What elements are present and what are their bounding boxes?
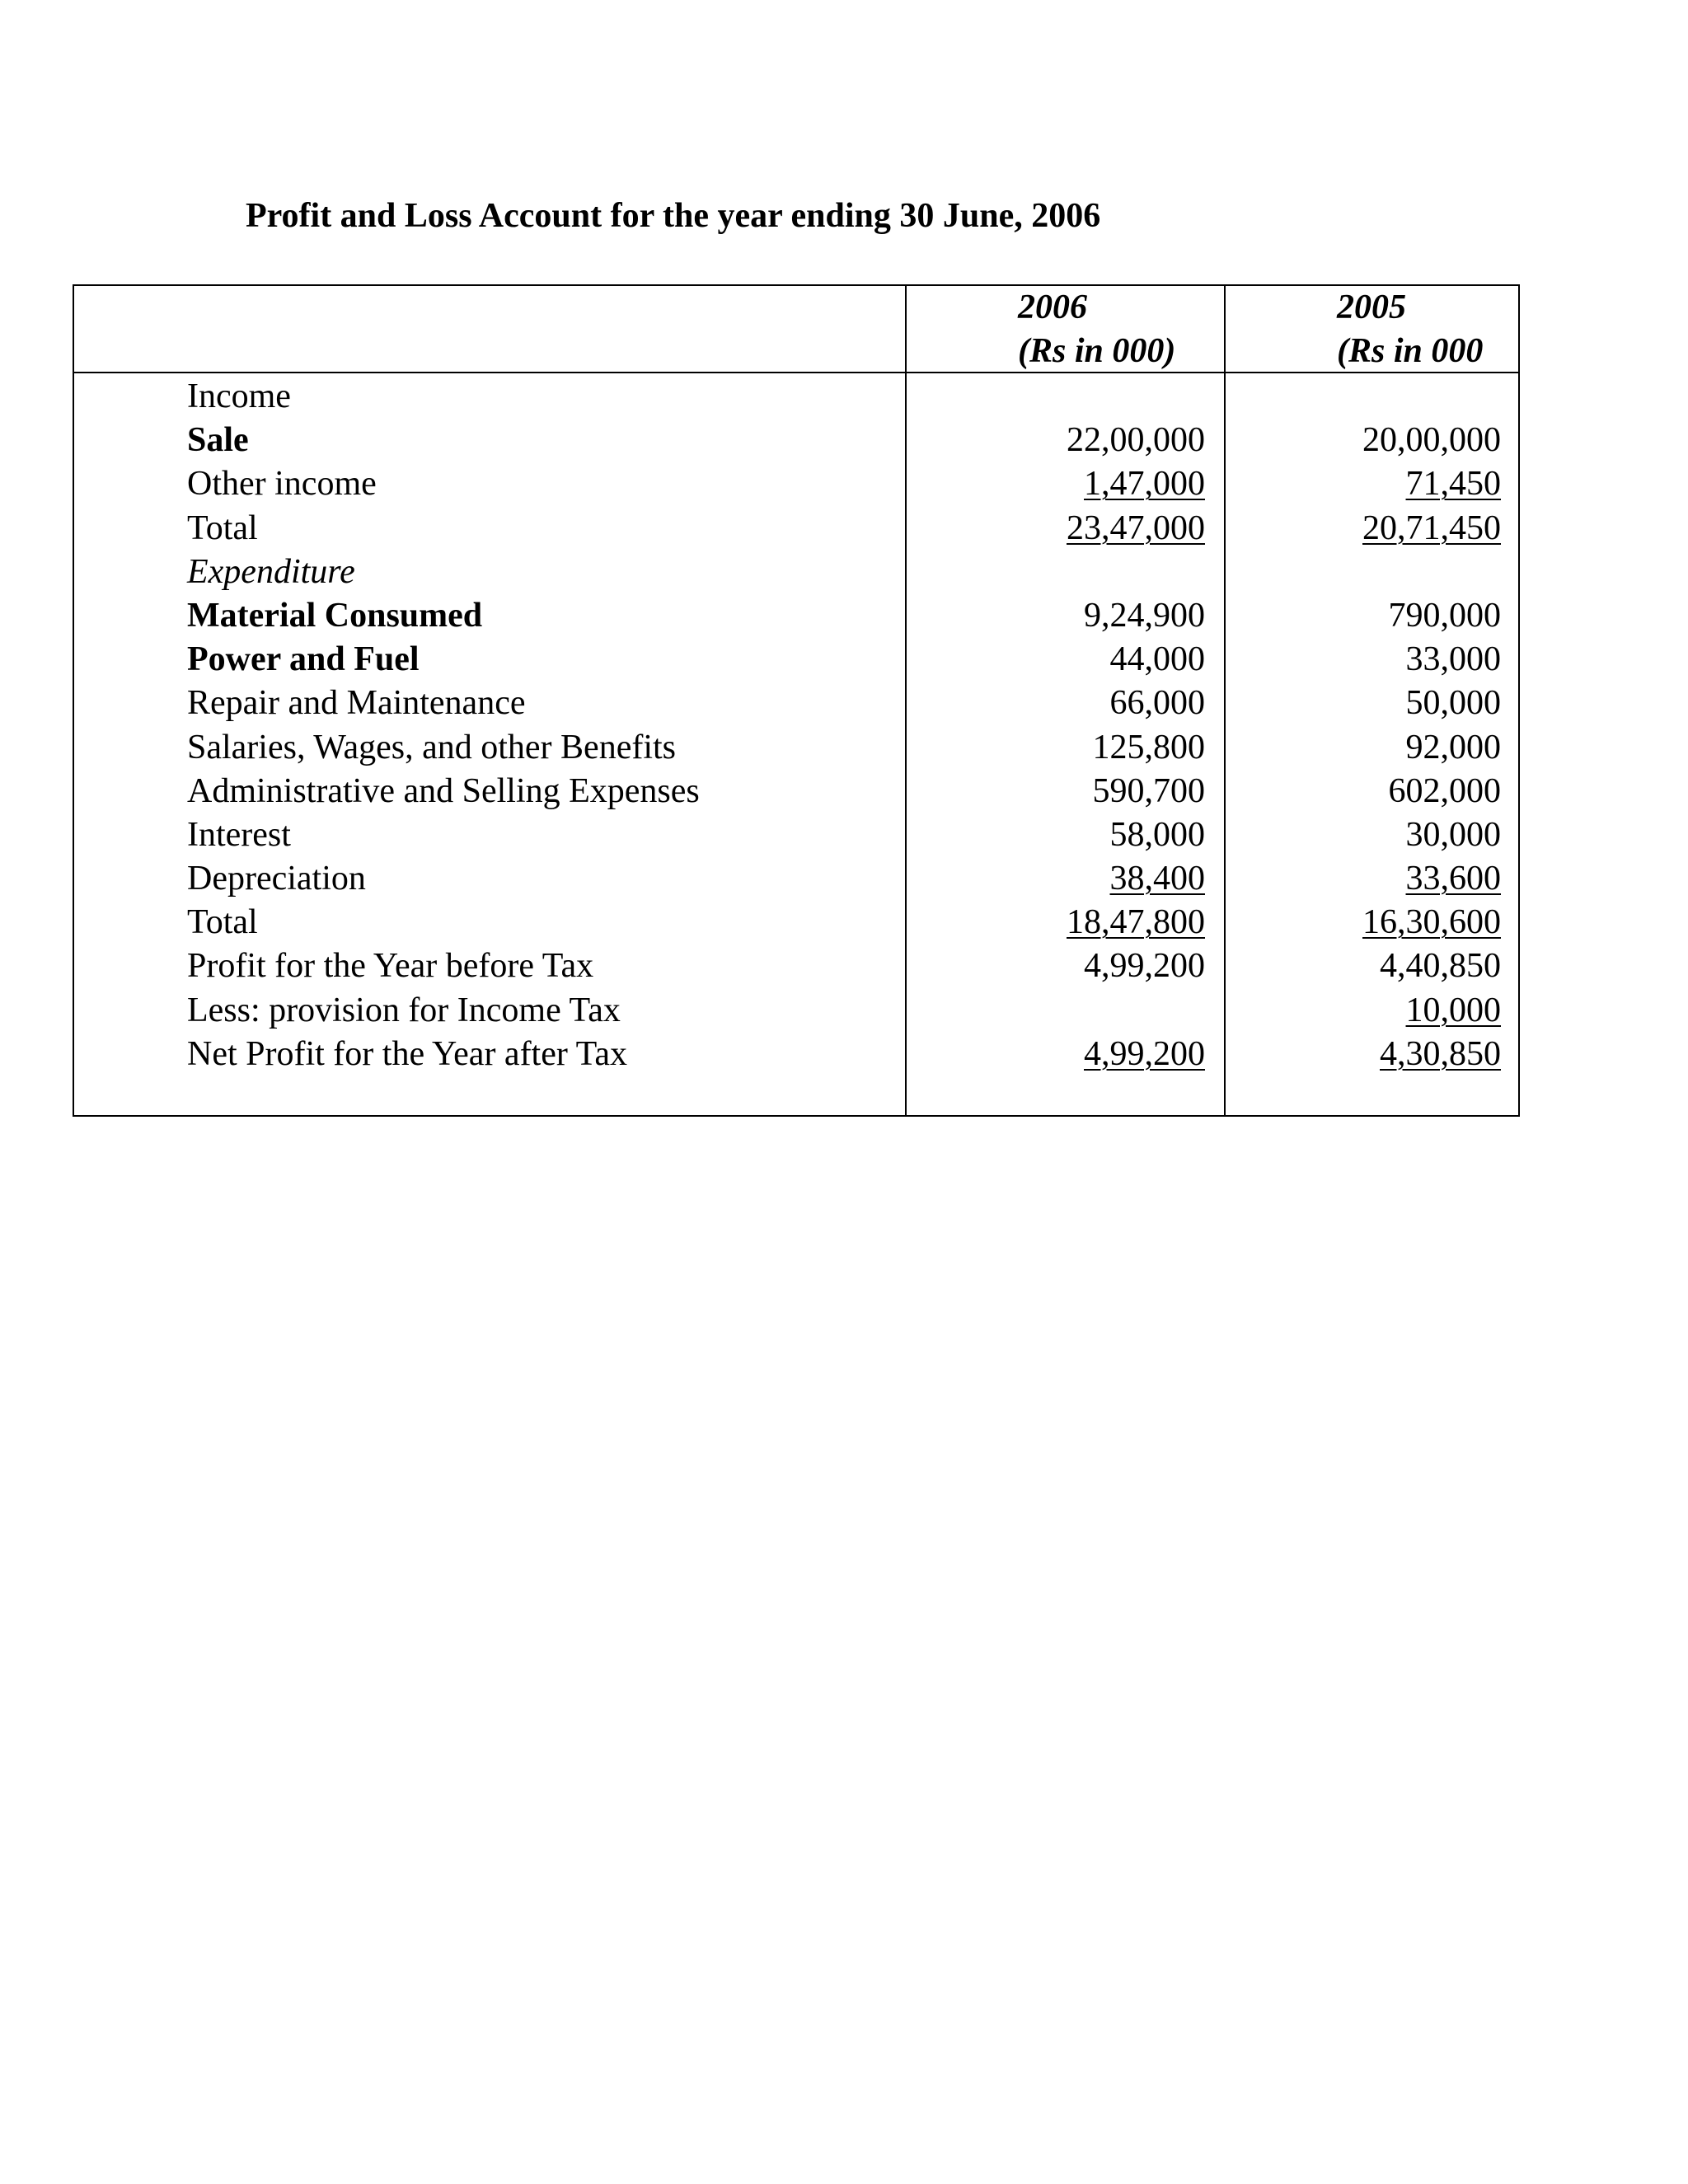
- row-label: Total: [187, 509, 258, 547]
- column-unit: (Rs in 000): [1018, 332, 1176, 370]
- value-2006: 4,99,200: [1084, 947, 1205, 986]
- row-label: Total: [187, 903, 258, 942]
- value-2006: 66,000: [1109, 684, 1205, 723]
- value-2005: 92,000: [1405, 728, 1501, 766]
- row-label: Depreciation: [187, 860, 366, 898]
- table-row: [74, 419, 1518, 462]
- value-2005: 50,000: [1405, 684, 1501, 723]
- row-label: Material Consumed: [187, 596, 483, 635]
- table-row: [74, 944, 1518, 988]
- table-row: [74, 901, 1518, 944]
- table-row: [74, 375, 1518, 419]
- table-row: [74, 726, 1518, 770]
- value-2005: 20,71,450: [1362, 509, 1501, 547]
- table-row: [74, 989, 1518, 1033]
- page-title: Profit and Loss Account for the year ending 30 June, 2006: [246, 197, 1101, 235]
- table-row: [74, 507, 1518, 551]
- value-2006: 44,000: [1109, 640, 1205, 679]
- row-label: Repair and Maintenance: [187, 684, 526, 723]
- value-2005: 10,000: [1405, 991, 1501, 1029]
- value-2006: 4,99,200: [1084, 1034, 1205, 1073]
- value-2006: 22,00,000: [1067, 421, 1205, 460]
- column-unit: (Rs in 000: [1337, 332, 1484, 370]
- table-row: [74, 770, 1518, 813]
- value-2005: 790,000: [1388, 596, 1501, 635]
- row-label: Power and Fuel: [187, 640, 420, 679]
- row-label: Income: [187, 377, 291, 415]
- value-2005: 16,30,600: [1362, 903, 1501, 942]
- value-2005: 4,30,850: [1380, 1034, 1501, 1073]
- table-row: [74, 638, 1518, 682]
- row-label: Administrative and Selling Expenses: [187, 771, 700, 810]
- value-2005: 602,000: [1388, 771, 1501, 810]
- column-header-2006: [1018, 286, 1175, 372]
- value-2005: 30,000: [1405, 815, 1501, 854]
- table-row: [74, 551, 1518, 594]
- row-label: Interest: [187, 815, 291, 854]
- column-year: 2006: [1018, 288, 1087, 326]
- column-header-2005: [1337, 286, 1483, 372]
- table-row: [74, 462, 1518, 506]
- row-label: Salaries, Wages, and other Benefits: [187, 728, 677, 766]
- value-2006: 18,47,800: [1067, 903, 1205, 942]
- value-2006: 58,000: [1109, 815, 1205, 854]
- value-2005: 4,40,850: [1380, 947, 1501, 986]
- value-2006: 38,400: [1109, 860, 1205, 898]
- table-row: [74, 813, 1518, 857]
- row-label: Sale: [187, 421, 249, 460]
- table-row: [74, 594, 1518, 638]
- row-label: Less: provision for Income Tax: [187, 991, 621, 1029]
- value-2005: 71,450: [1405, 465, 1501, 504]
- row-label: Expenditure: [187, 552, 355, 591]
- row-label: Other income: [187, 465, 377, 504]
- table-row: [74, 1033, 1518, 1076]
- table-body: [74, 375, 1518, 1076]
- value-2006: 590,700: [1092, 771, 1205, 810]
- row-label: Net Profit for the Year after Tax: [187, 1034, 627, 1073]
- value-2005: 33,000: [1405, 640, 1501, 679]
- column-year: 2005: [1337, 288, 1406, 326]
- value-2006: 1,47,000: [1084, 465, 1205, 504]
- value-2006: 23,47,000: [1067, 509, 1205, 547]
- profit-loss-table: [73, 284, 1520, 1117]
- table-row: [74, 682, 1518, 725]
- value-2006: 125,800: [1092, 728, 1205, 766]
- table-row: [74, 857, 1518, 901]
- value-2005: 33,600: [1405, 860, 1501, 898]
- value-2005: 20,00,000: [1362, 421, 1501, 460]
- value-2006: 9,24,900: [1084, 596, 1205, 635]
- row-label: Profit for the Year before Tax: [187, 947, 594, 986]
- header-divider: [74, 372, 1518, 373]
